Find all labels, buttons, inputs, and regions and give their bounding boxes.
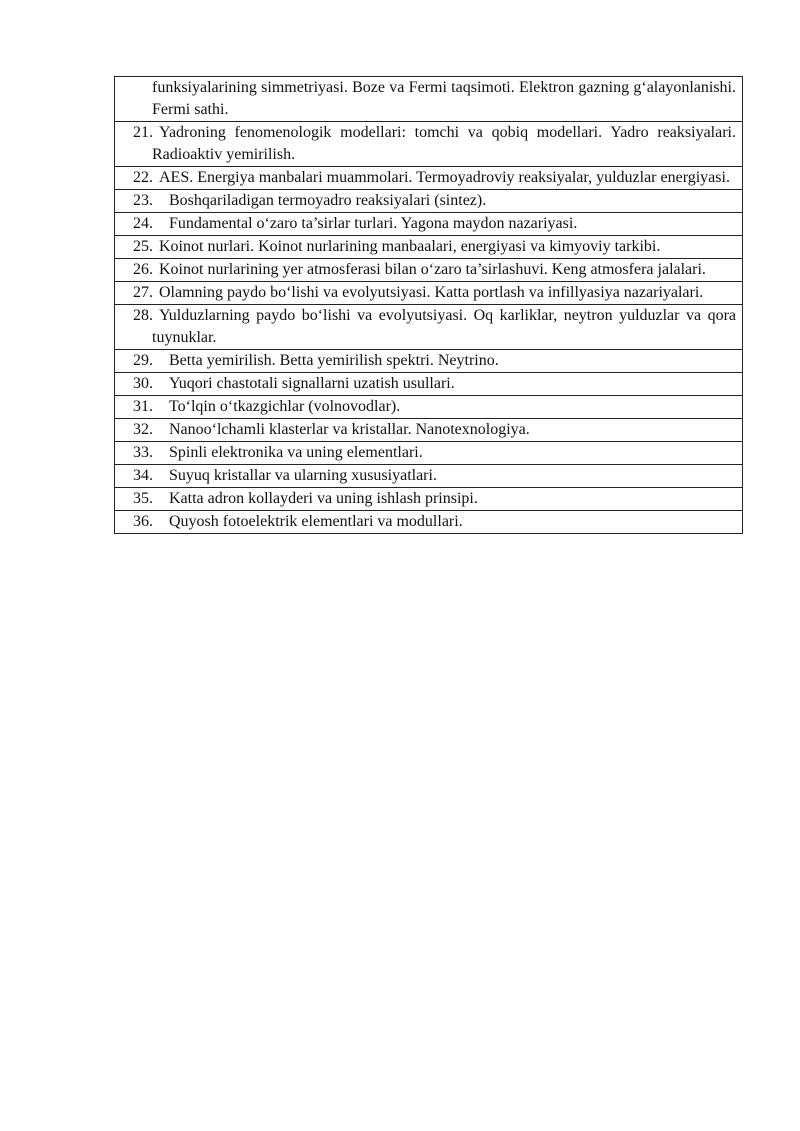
- table-row: [115, 213, 743, 236]
- topic-text: Betta yemirilish. Betta yemirilish spektri. Neytrino.: [169, 352, 499, 369]
- table-row: [115, 488, 743, 511]
- topic-text: Quyosh fotoelektrik elementlari va modullari.: [169, 513, 463, 530]
- table-row: [115, 282, 743, 305]
- topic-text: Boshqariladigan termoyadro reaksiyalari (sintez).: [169, 192, 487, 209]
- topic-number: 22.: [133, 169, 153, 186]
- table-row: [115, 442, 743, 465]
- table-row: [115, 236, 743, 259]
- topic-text: Spinli elektronika va uning elementlari.: [169, 444, 423, 461]
- topic-number: 28.: [133, 307, 153, 324]
- table-row: [115, 77, 743, 122]
- topic-text: Koinot nurlarining yer atmosferasi bilan o‘zaro ta’sirlashuvi. Keng atmosfera jalalari.: [159, 261, 706, 278]
- topic-number: 31.: [133, 398, 153, 415]
- topic-number: 25.: [133, 238, 153, 255]
- table-row: [115, 122, 743, 167]
- topic-number: 34.: [133, 467, 153, 484]
- topic-number: 21.: [133, 124, 153, 141]
- table-row: [115, 419, 743, 442]
- table-row: [115, 373, 743, 396]
- topic-number: 35.: [133, 490, 153, 507]
- topic-number: 26.: [133, 261, 153, 278]
- table-row: [115, 190, 743, 213]
- topic-continuation: funksiyalarining simmetriyasi. Boze va Fermi taqsimoti. Elektron gazning g‘alayonlanishi. Fermi sathi.: [115, 77, 743, 122]
- topic-number: 29.: [133, 352, 153, 369]
- topic-number: 23.: [133, 192, 153, 209]
- table-row: [115, 511, 743, 534]
- topic-text: Katta adron kollayderi va uning ishlash prinsipi.: [169, 490, 478, 507]
- table-row: [115, 396, 743, 419]
- topic-text: Olamning paydo bo‘lishi va evolyutsiyasi. Katta portlash va infillyasiya nazariyalari.: [159, 284, 704, 301]
- topic-text: Fundamental o‘zaro ta’sirlar turlari. Yagona maydon nazariyasi.: [169, 215, 578, 232]
- table-row: [115, 305, 743, 350]
- table-row: [115, 465, 743, 488]
- topic-number: 24.: [133, 215, 153, 232]
- table-row: [115, 259, 743, 282]
- topic-number: 33.: [133, 444, 153, 461]
- table-row: [115, 350, 743, 373]
- topic-number: 27.: [133, 284, 153, 301]
- topic-text: Nanoo‘lchamli klasterlar va kristallar. Nanotexnologiya.: [169, 421, 530, 438]
- topic-text: Yuqori chastotali signallarni uzatish usullari.: [169, 375, 455, 392]
- topic-text: Koinot nurlari. Koinot nurlarining manbaalari, energiyasi va kimyoviy tarkibi.: [159, 238, 661, 255]
- topic-number: 36.: [133, 513, 153, 530]
- topic-text: Suyuq kristallar va ularning xususiyatlari.: [169, 467, 437, 484]
- topics-table: [114, 76, 743, 534]
- table-row: [115, 167, 743, 190]
- topic-number: 30.: [133, 375, 153, 392]
- topic-number: 32.: [133, 421, 153, 438]
- topic-text: Yulduzlarning paydo bo‘lishi va evolyutsiyasi. Oq karliklar, neytron yulduzlar va qora tuynuklar.: [152, 307, 736, 346]
- topic-text: AES. Energiya manbalari muammolari. Termoyadroviy reaksiyalar, yulduzlar energiyasi.: [159, 169, 730, 186]
- topic-text: To‘lqin o‘tkazgichlar (volnovodlar).: [169, 398, 401, 415]
- topic-text: Yadroning fenomenologik modellari: tomchi va qobiq modellari. Yadro reaksiyalari. Radioaktiv yemirilish.: [152, 124, 736, 163]
